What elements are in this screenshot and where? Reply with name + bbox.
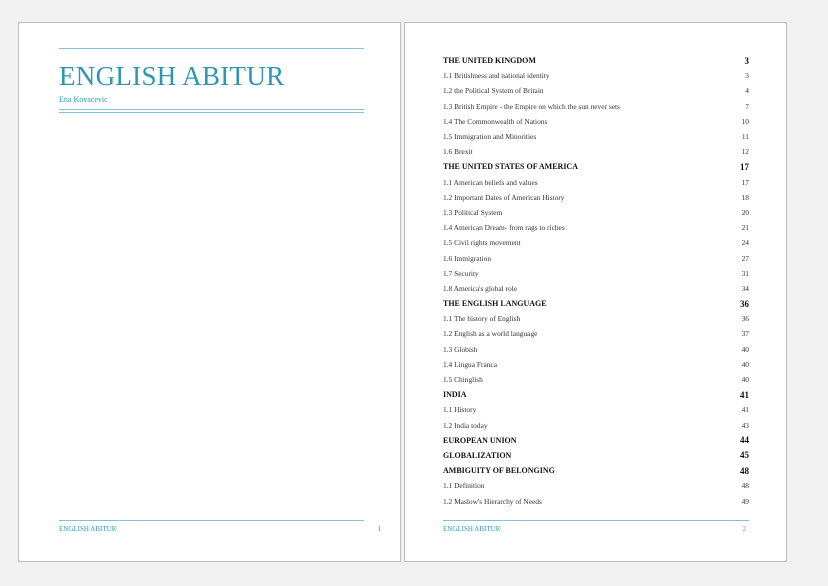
toc-section-entry[interactable]	[443, 205, 749, 220]
toc-section-entry[interactable]	[443, 175, 749, 190]
toc-entry-title: 1.1 Definition	[443, 481, 485, 491]
toc-section-entry[interactable]	[443, 220, 749, 235]
toc-entry-page: 21	[741, 223, 749, 233]
toc-entry-page: 7	[745, 101, 749, 111]
toc-entry-page: 37	[741, 329, 749, 339]
toc-entry-title: 1.4 American Dream- from rags to riches	[443, 223, 565, 233]
toc-entry-page: 20	[741, 207, 749, 217]
toc-entry-title: 1.7 Security	[443, 268, 479, 278]
toc-section-entry[interactable]	[443, 493, 749, 508]
toc-entry-title: 1.3 British Empire - the Empire on which the sun never sets	[443, 101, 620, 111]
toc-entry-title: 1.6 Immigration	[443, 253, 492, 263]
toc-entry-page: 40	[741, 359, 749, 369]
document-title: ENGLISH ABITUR	[59, 61, 285, 91]
table-of-contents	[443, 53, 749, 509]
toc-entry-page: 31	[741, 268, 749, 278]
toc-section-entry[interactable]	[443, 68, 749, 83]
toc-entry-title: 1.5 Civil rights movement	[443, 238, 521, 248]
toc-entry-title: THE ENGLISH LANGUAGE	[443, 299, 547, 309]
toc-section-entry[interactable]	[443, 326, 749, 341]
toc-section-entry[interactable]	[443, 311, 749, 326]
document-page-1	[18, 22, 401, 562]
footer-label: ENGLISH ABITUR	[443, 525, 501, 533]
toc-section-entry[interactable]	[443, 478, 749, 493]
toc-entry-title: 1.2 English as a world language	[443, 329, 538, 339]
toc-entry-page: 24	[741, 238, 749, 248]
footer-rule	[59, 520, 364, 521]
toc-entry-page: 41	[741, 405, 749, 415]
document-page-2	[404, 22, 787, 562]
toc-section-entry[interactable]	[443, 190, 749, 205]
toc-chapter-entry[interactable]	[443, 53, 749, 68]
toc-section-entry[interactable]	[443, 235, 749, 250]
toc-entry-title: THE UNITED STATES OF AMERICA	[443, 162, 578, 172]
toc-section-entry[interactable]	[443, 418, 749, 433]
toc-entry-page: 45	[740, 450, 749, 461]
toc-chapter-entry[interactable]	[443, 387, 749, 402]
toc-entry-title: 1.1 The history of English	[443, 314, 521, 324]
toc-entry-page: 27	[741, 253, 749, 263]
page-number: 2	[742, 525, 746, 533]
toc-chapter-entry[interactable]	[443, 448, 749, 463]
toc-entry-title: 1.6 Brexit	[443, 147, 473, 157]
toc-section-entry[interactable]	[443, 342, 749, 357]
toc-section-entry[interactable]	[443, 266, 749, 281]
toc-entry-title: 1.1 American beliefs and values	[443, 177, 538, 187]
toc-entry-title: 1.8 America's global role	[443, 283, 517, 293]
toc-entry-page: 40	[741, 344, 749, 354]
toc-entry-title: AMBIGUITY OF BELONGING	[443, 466, 555, 476]
author-name: Ena Kovacevic	[59, 95, 108, 104]
toc-entry-page: 3	[744, 55, 749, 66]
footer-label: ENGLISH ABITUR	[59, 525, 117, 533]
toc-section-entry[interactable]	[443, 129, 749, 144]
toc-entry-page: 3	[745, 71, 749, 81]
toc-entry-page: 36	[740, 298, 749, 309]
toc-entry-page: 4	[745, 86, 749, 96]
toc-entry-title: 1.2 the Political System of Britain	[443, 86, 544, 96]
toc-entry-page: 41	[740, 389, 749, 400]
toc-entry-title: INDIA	[443, 390, 467, 400]
toc-section-entry[interactable]	[443, 402, 749, 417]
toc-entry-page: 36	[741, 314, 749, 324]
toc-entry-page: 34	[741, 283, 749, 293]
toc-section-entry[interactable]	[443, 114, 749, 129]
toc-entry-title: 1.4 The Commonwealth of Nations	[443, 116, 548, 126]
toc-section-entry[interactable]	[443, 99, 749, 114]
toc-entry-title: GLOBALIZATION	[443, 450, 512, 460]
toc-chapter-entry[interactable]	[443, 159, 749, 174]
toc-entry-page: 17	[741, 177, 749, 187]
toc-chapter-entry[interactable]	[443, 433, 749, 448]
toc-entry-page: 40	[741, 375, 749, 385]
toc-section-entry[interactable]	[443, 281, 749, 296]
title-top-rule	[59, 48, 364, 49]
toc-entry-title: 1.5 Chinglish	[443, 375, 483, 385]
toc-entry-page: 44	[740, 435, 749, 446]
toc-section-entry[interactable]	[443, 357, 749, 372]
toc-chapter-entry[interactable]	[443, 296, 749, 311]
toc-entry-title: 1.2 Important Dates of American History	[443, 192, 565, 202]
title-bottom-rule-1	[59, 109, 364, 110]
toc-entry-page: 10	[741, 116, 749, 126]
page-number: 1	[377, 525, 381, 533]
toc-entry-page: 12	[741, 147, 749, 157]
toc-entry-title: EUROPEAN UNION	[443, 435, 517, 445]
toc-entry-title: 1.2 Maslow's Hierarchy of Needs	[443, 496, 542, 506]
toc-entry-title: 1.3 Political System	[443, 207, 503, 217]
toc-entry-page: 18	[741, 192, 749, 202]
toc-section-entry[interactable]	[443, 250, 749, 265]
toc-entry-page: 43	[741, 420, 749, 430]
toc-entry-page: 11	[741, 132, 749, 142]
title-bottom-rule-2	[59, 112, 364, 113]
footer-rule	[443, 520, 749, 521]
toc-section-entry[interactable]	[443, 372, 749, 387]
toc-entry-title: 1.2 India today	[443, 420, 488, 430]
toc-entry-title: THE UNITED KINGDOM	[443, 56, 536, 66]
toc-section-entry[interactable]	[443, 83, 749, 98]
toc-entry-title: 1.3 Globish	[443, 344, 478, 354]
toc-entry-page: 48	[740, 465, 749, 476]
toc-entry-title: 1.1 Britishness and national identity	[443, 71, 550, 81]
toc-entry-page: 48	[741, 481, 749, 491]
toc-entry-title: 1.1 History	[443, 405, 477, 415]
toc-entry-page: 49	[741, 496, 749, 506]
toc-section-entry[interactable]	[443, 144, 749, 159]
toc-entry-page: 17	[740, 161, 749, 172]
toc-chapter-entry[interactable]	[443, 463, 749, 478]
toc-entry-title: 1.5 Immigration and Minorities	[443, 132, 537, 142]
toc-entry-title: 1.4 Lingua Franca	[443, 359, 497, 369]
